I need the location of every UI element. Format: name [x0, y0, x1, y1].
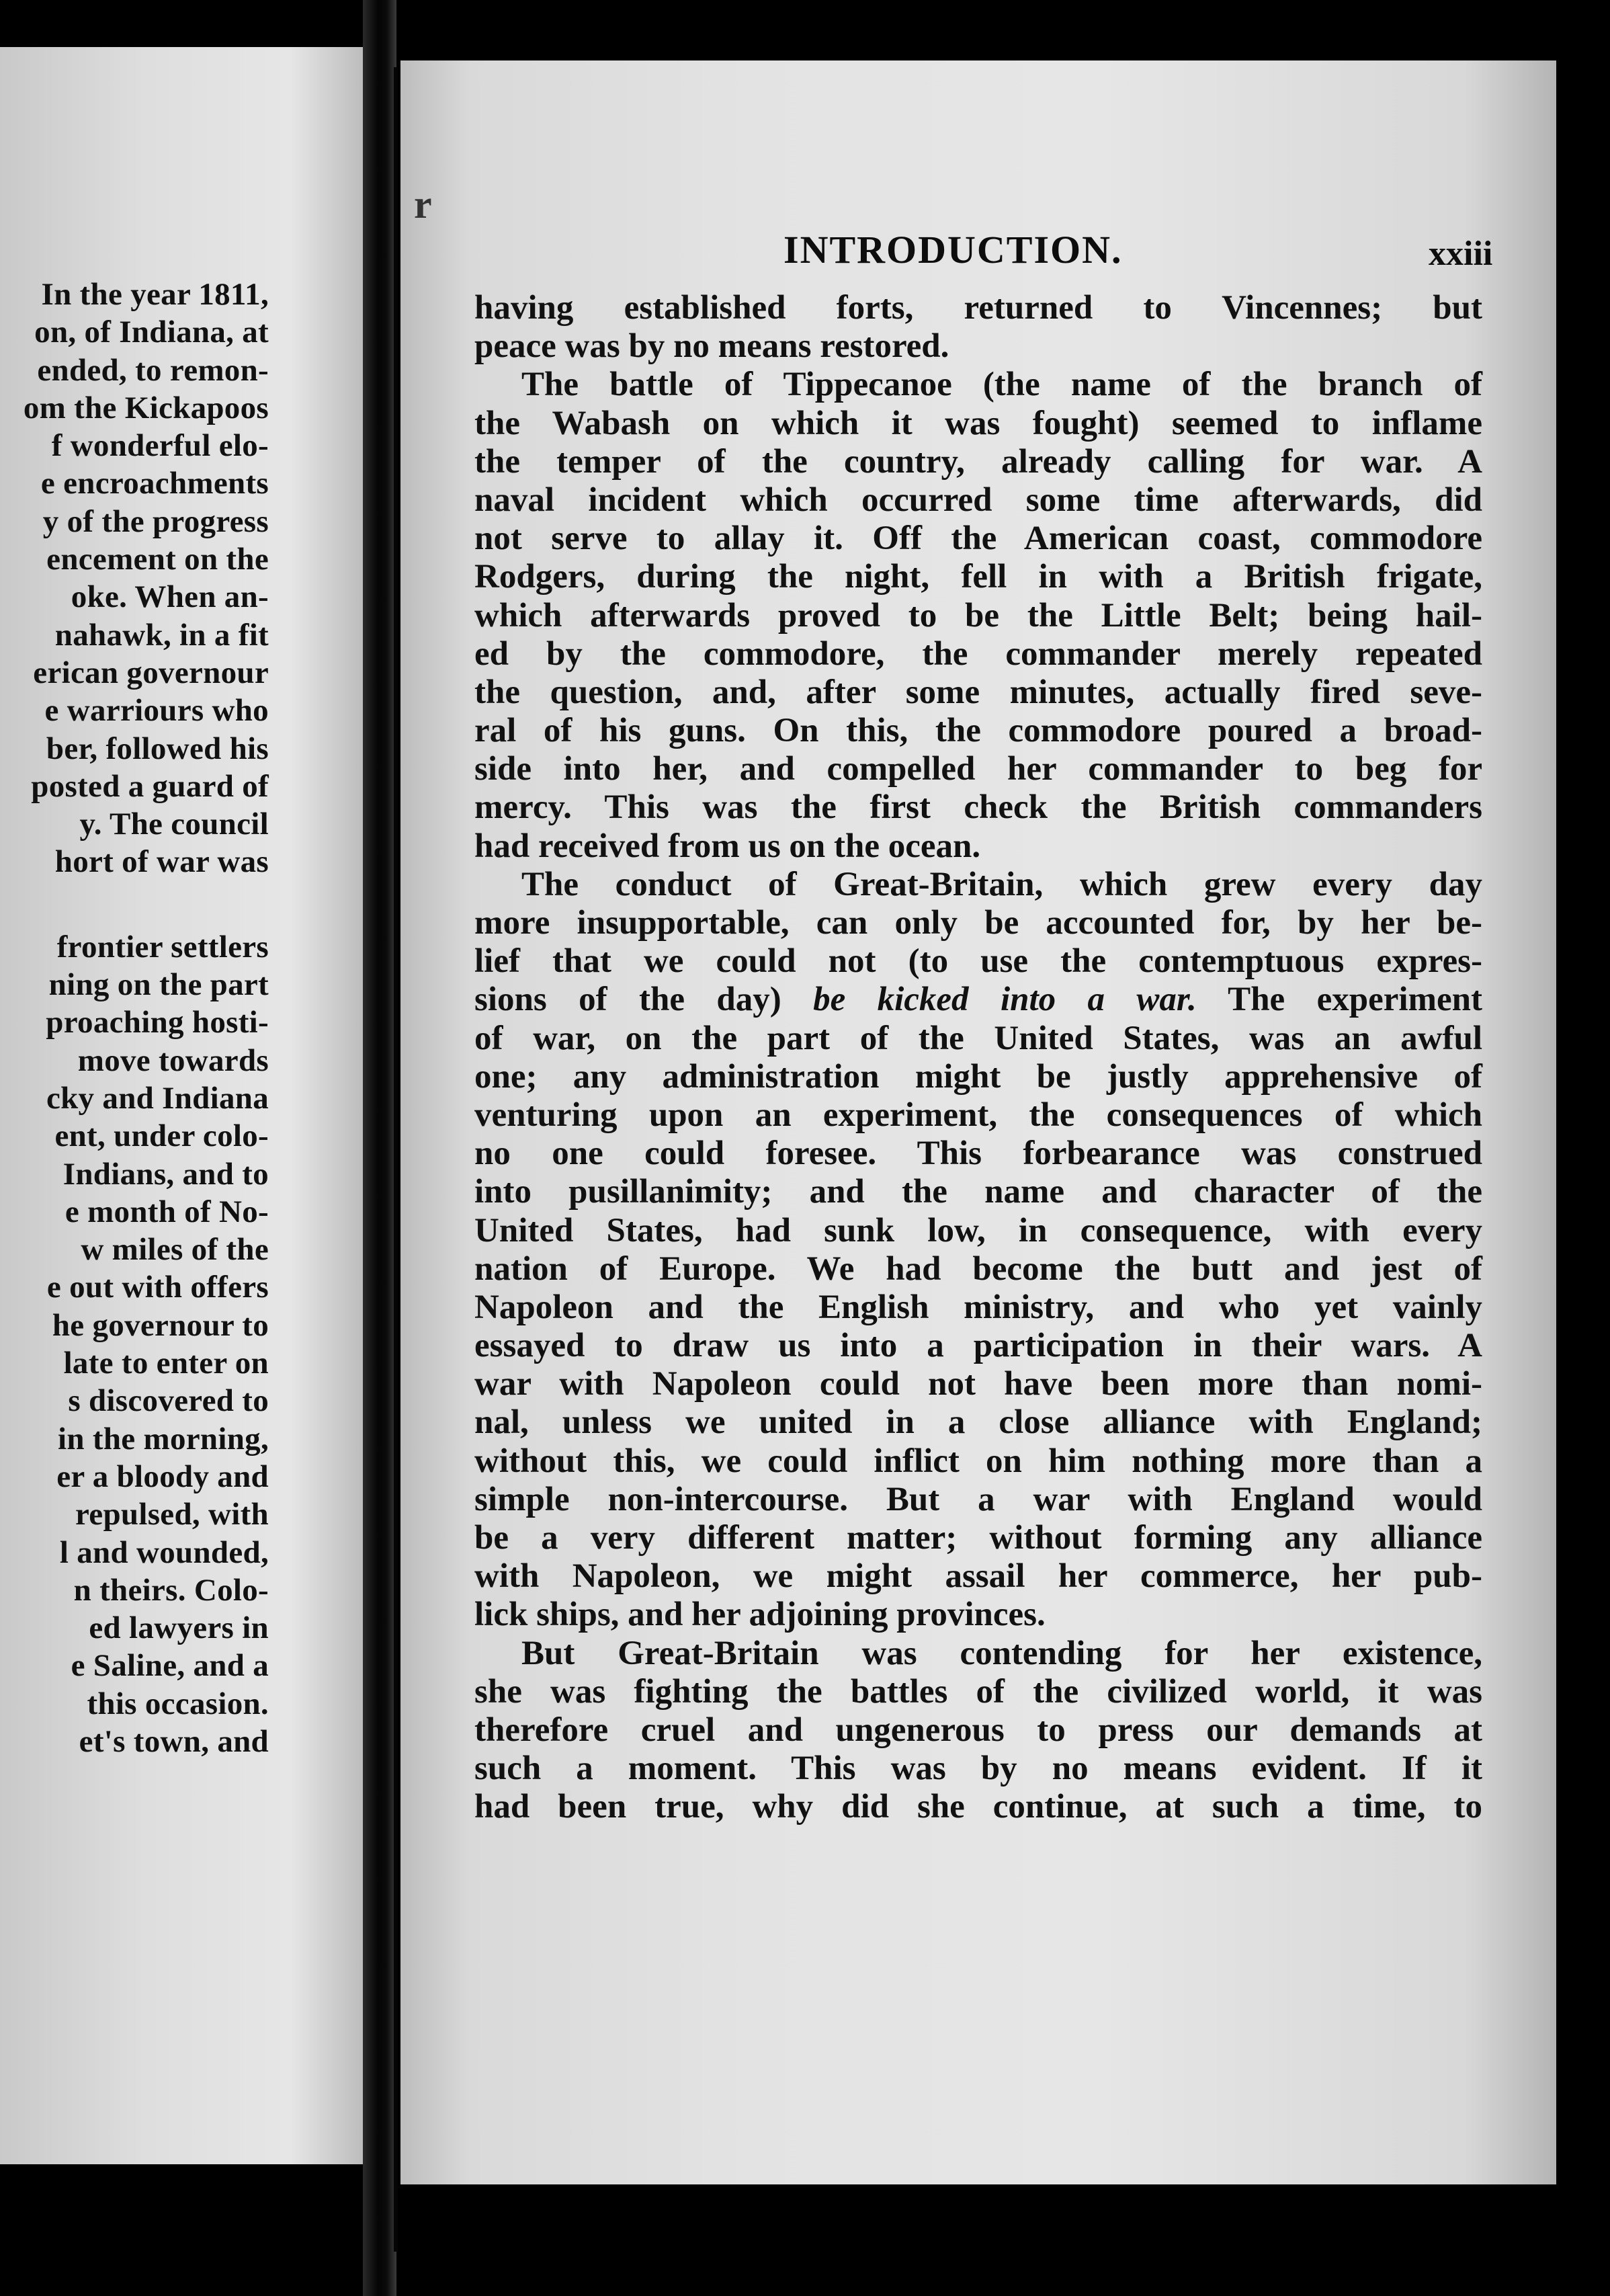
left-page-line: on, of Indiana, at — [34, 315, 269, 350]
left-page-line: n theirs. Colo- — [73, 1572, 269, 1608]
body-line: war with Napoleon could not have been more than nomi- — [474, 1365, 1482, 1403]
body-line: nal, unless we united in a close alliance with England; — [474, 1403, 1482, 1442]
left-page-line: y of the progress — [42, 503, 269, 539]
body-line: no one could foresee. This forbearance was construed — [474, 1135, 1482, 1173]
body-line: essayed to draw us into a participation in their wars. A — [474, 1327, 1482, 1365]
body-line: naval incident which occurred some time afterwards, did — [474, 481, 1482, 519]
body-line: she was fighting the battles of the civilized world, it was — [474, 1672, 1482, 1711]
left-page-line: w miles of the — [81, 1232, 269, 1268]
book-gutter — [363, 0, 396, 2296]
body-line: Napoleon and the English ministry, and who yet vainly — [474, 1288, 1482, 1326]
body-line: ed by the commodore, the commander merely repeated — [474, 634, 1482, 673]
body-line: sions of the day) be kicked into a war. The experiment — [474, 981, 1482, 1019]
left-page-line: repulsed, with — [75, 1497, 269, 1532]
left-page-line: l and wounded, — [59, 1534, 269, 1570]
body-line: Rodgers, during the night, fell in with a British frigate, — [474, 558, 1482, 596]
left-page-line: e Saline, and a — [71, 1648, 269, 1684]
italic-phrase: be kicked into a war. — [813, 981, 1197, 1019]
left-page-line: late to enter on — [63, 1346, 269, 1381]
left-page-line: hort of war was — [54, 844, 269, 880]
body-line: mercy. This was the first check the British commanders — [474, 788, 1482, 827]
body-line: ral of his guns. On this, the commodore poured a broad- — [474, 712, 1482, 750]
left-page-line: encement on the — [46, 542, 269, 577]
body-line: venturing upon an experiment, the consequences of which — [474, 1096, 1482, 1134]
left-page-line: e warriours who — [44, 693, 269, 729]
left-page-line: cky and Indiana — [46, 1080, 269, 1116]
left-page-line: ber, followed his — [46, 731, 269, 766]
left-page-line: in the morning, — [58, 1421, 269, 1457]
body-line: without this, we could inflict on him nothing more than a — [474, 1442, 1482, 1480]
running-head: INTRODUCTION. — [783, 228, 1123, 272]
left-page-line: In the year 1811, — [41, 277, 269, 312]
left-page-line: y. The council — [79, 807, 269, 842]
body-line: simple non-intercourse. But a war with England would — [474, 1480, 1482, 1518]
left-page-line: he governour to — [52, 1307, 269, 1343]
body-line: had received from us on the ocean. — [474, 827, 981, 865]
body-line: United States, had sunk low, in consequence, with every — [474, 1211, 1482, 1249]
left-page-line: ed lawyers in — [89, 1610, 269, 1646]
page-number: xxiii — [1429, 235, 1493, 273]
left-page-line: move towards — [77, 1042, 269, 1078]
left-page-line: e out with offers — [46, 1270, 269, 1305]
body-line: the question, and, after some minutes, actually fired seve- — [474, 673, 1482, 711]
body-line: the temper of the country, already calling for war. A — [474, 442, 1482, 481]
gutter-rule — [394, 67, 398, 2252]
body-line: side into her, and compelled her commander to beg for — [474, 750, 1482, 788]
left-page-line: ended, to remon- — [37, 352, 269, 388]
left-page-line: f wonderful elo- — [51, 428, 269, 464]
left-page-text — [0, 276, 269, 1760]
left-page-line: om the Kickapoos — [23, 390, 269, 425]
left-page-line: this occasion. — [87, 1686, 269, 1721]
body-line: which afterwards proved to be the Little Belt; being hail- — [474, 596, 1482, 634]
left-page-line: e month of No- — [65, 1194, 269, 1229]
corner-mark: r — [414, 182, 432, 227]
left-page-line: posted a guard of — [31, 768, 269, 804]
left-page-line: ning on the part — [48, 967, 269, 1003]
left-page-line: ent, under colo- — [54, 1118, 269, 1154]
body-line: with Napoleon, we might assail her commerce, her pub- — [474, 1557, 1482, 1596]
body-line: had been true, why did she continue, at such a time, to — [474, 1788, 1482, 1826]
left-page-line: proaching hosti- — [46, 1005, 269, 1040]
left-page-line: s discovered to — [68, 1383, 269, 1419]
body-line: The conduct of Great-Britain, which grew every day — [521, 865, 1482, 903]
left-page-line: nahawk, in a fit — [54, 617, 269, 653]
body-line: lief that we could not (to use the contemptuous expres- — [474, 942, 1482, 981]
body-text — [474, 289, 1482, 1827]
body-line: therefore cruel and ungenerous to press our demands at — [474, 1711, 1482, 1749]
left-page-line: et's town, and — [79, 1723, 269, 1759]
body-line: the Wabash on which it was fought) seemed to inflame — [474, 404, 1482, 442]
body-line: not serve to allay it. Off the American coast, commodore — [474, 520, 1482, 558]
body-line: such a moment. This was by no means evident. If it — [474, 1750, 1482, 1788]
body-line: one; any administration might be justly apprehensive of — [474, 1057, 1482, 1096]
body-line: peace was by no means restored. — [474, 327, 949, 366]
body-line: lick ships, and her adjoining provinces. — [474, 1596, 1046, 1634]
left-page-line: Indians, and to — [62, 1156, 269, 1192]
body-line: But Great-Britain was contending for her existence, — [521, 1634, 1482, 1672]
body-line: into pusillanimity; and the name and character of the — [474, 1173, 1482, 1211]
right-page — [400, 60, 1556, 2184]
left-page-line: erican governour — [33, 655, 269, 690]
left-facing-page — [0, 47, 363, 2164]
left-page-line: er a bloody and — [56, 1459, 269, 1494]
body-line: The battle of Tippecanoe (the name of the branch of — [521, 366, 1482, 404]
left-page-line: frontier settlers — [56, 929, 269, 965]
body-line: more insupportable, can only be accounted for, by her be- — [474, 904, 1482, 942]
body-line: having established forts, returned to Vincennes; but — [474, 289, 1482, 327]
left-page-line: e encroachments — [40, 466, 269, 501]
body-line: be a very different matter; without forming any alliance — [474, 1519, 1482, 1557]
body-line: nation of Europe. We had become the butt and jest of — [474, 1249, 1482, 1288]
left-page-line: oke. When an- — [71, 579, 269, 615]
body-line: of war, on the part of the United States, was an awful — [474, 1019, 1482, 1057]
left-page-line — [0, 881, 269, 928]
